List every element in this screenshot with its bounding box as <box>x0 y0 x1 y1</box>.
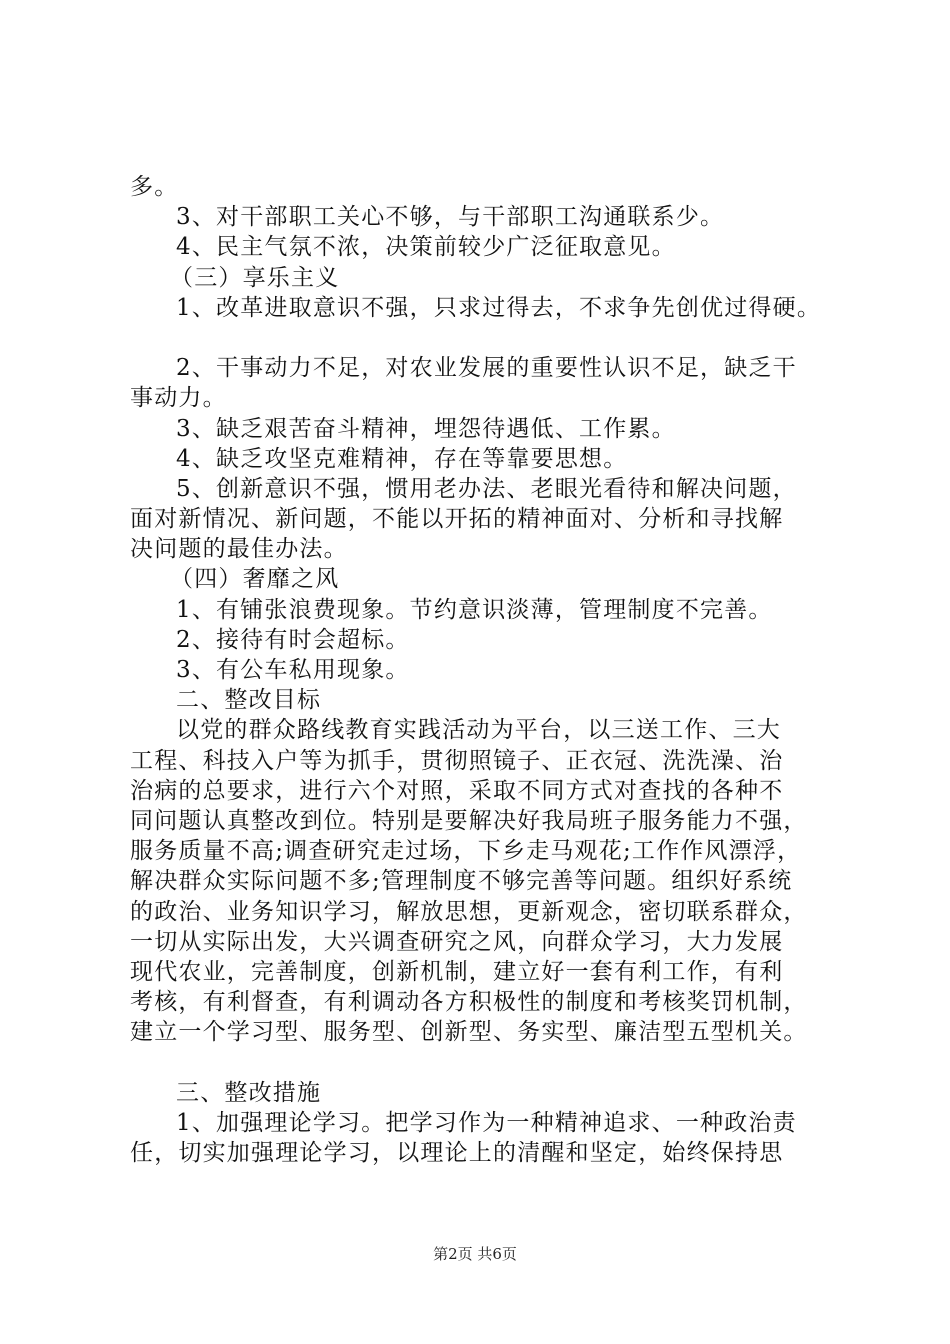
text-line: 1、有铺张浪费现象。节约意识淡薄，管理制度不完善。 <box>176 596 773 623</box>
page-number-label: 第2页 共6页 <box>433 1245 517 1263</box>
text-line: 1、加强理论学习。把学习作为一种精神追求、一种政治责 <box>176 1109 797 1136</box>
text-line: 解决群众实际问题不多;管理制度不够完善等问题。组织好系统 <box>130 868 793 895</box>
text-line: 1、改革进取意识不强，只求过得去，不求争先创优过得硬。 <box>176 294 822 321</box>
text-line: 4、缺乏攻坚克难精神，存在等靠要思想。 <box>176 445 628 472</box>
document-body <box>130 172 835 1168</box>
text-line: （三）享乐主义 <box>170 264 340 291</box>
text-line: 2、干事动力不足，对农业发展的重要性认识不足，缺乏干 <box>176 355 797 382</box>
text-line: 3、对干部职工关心不够，与干部职工沟通联系少。 <box>176 204 725 231</box>
text-line: 3、有公车私用现象。 <box>176 657 410 683</box>
text-line: 一切从实际出发，大兴调查研究之风，向群众学习，大力发展 <box>130 928 784 955</box>
text-line: 事动力。 <box>130 385 227 412</box>
text-line: 工程、科技入户等为抓手，贯彻照镜子、正衣冠、洗洗澡、治 <box>130 747 784 774</box>
text-line: 面对新情况、新问题，不能以开拓的精神面对、分析和寻找解 <box>130 506 784 533</box>
blank-line <box>130 323 835 353</box>
text-line: 决问题的最佳办法。 <box>130 536 348 563</box>
text-line: 二、整改目标 <box>176 687 322 714</box>
text-line: 考核，有利督查，有利调动各方积极性的制度和考核奖罚机制， <box>130 989 808 1016</box>
text-line: 任，切实加强理论学习，以理论上的清醒和坚定，始终保持思 <box>130 1140 784 1166</box>
text-line: 的政治、业务知识学习，解放思想，更新观念，密切联系群众， <box>130 898 808 925</box>
text-line: （四）奢靡之风 <box>170 566 340 593</box>
text-line: 多。 <box>130 174 179 200</box>
text-line: 建立一个学习型、服务型、创新型、务实型、廉洁型五型机关。 <box>130 1019 808 1046</box>
text-line: 4、民主气氛不浓，决策前较少广泛征取意见。 <box>176 234 676 261</box>
text-line: 5、创新意识不强，惯用老办法、老眼光看待和解决问题， <box>176 475 797 502</box>
text-line: 2、接待有时会超标。 <box>176 626 410 653</box>
text-line: 同问题认真整改到位。特别是要解决好我局班子服务能力不强， <box>130 807 808 834</box>
page-footer <box>0 1244 950 1264</box>
text-line: 以党的群众路线教育实践活动为平台，以三送工作、三大 <box>176 717 781 744</box>
text-line: 3、缺乏艰苦奋斗精神，埋怨待遇低、工作累。 <box>176 415 676 442</box>
text-line: 服务质量不高;调查研究走过场，下乡走马观花;工作作风漂浮， <box>130 838 802 865</box>
text-line: 现代农业，完善制度，创新机制，建立好一套有利工作，有利 <box>130 958 784 985</box>
text-line: 三、整改措施 <box>176 1079 322 1106</box>
blank-line <box>130 1047 835 1077</box>
text-line: 治病的总要求，进行六个对照，采取不同方式对查找的各种不 <box>130 777 784 804</box>
